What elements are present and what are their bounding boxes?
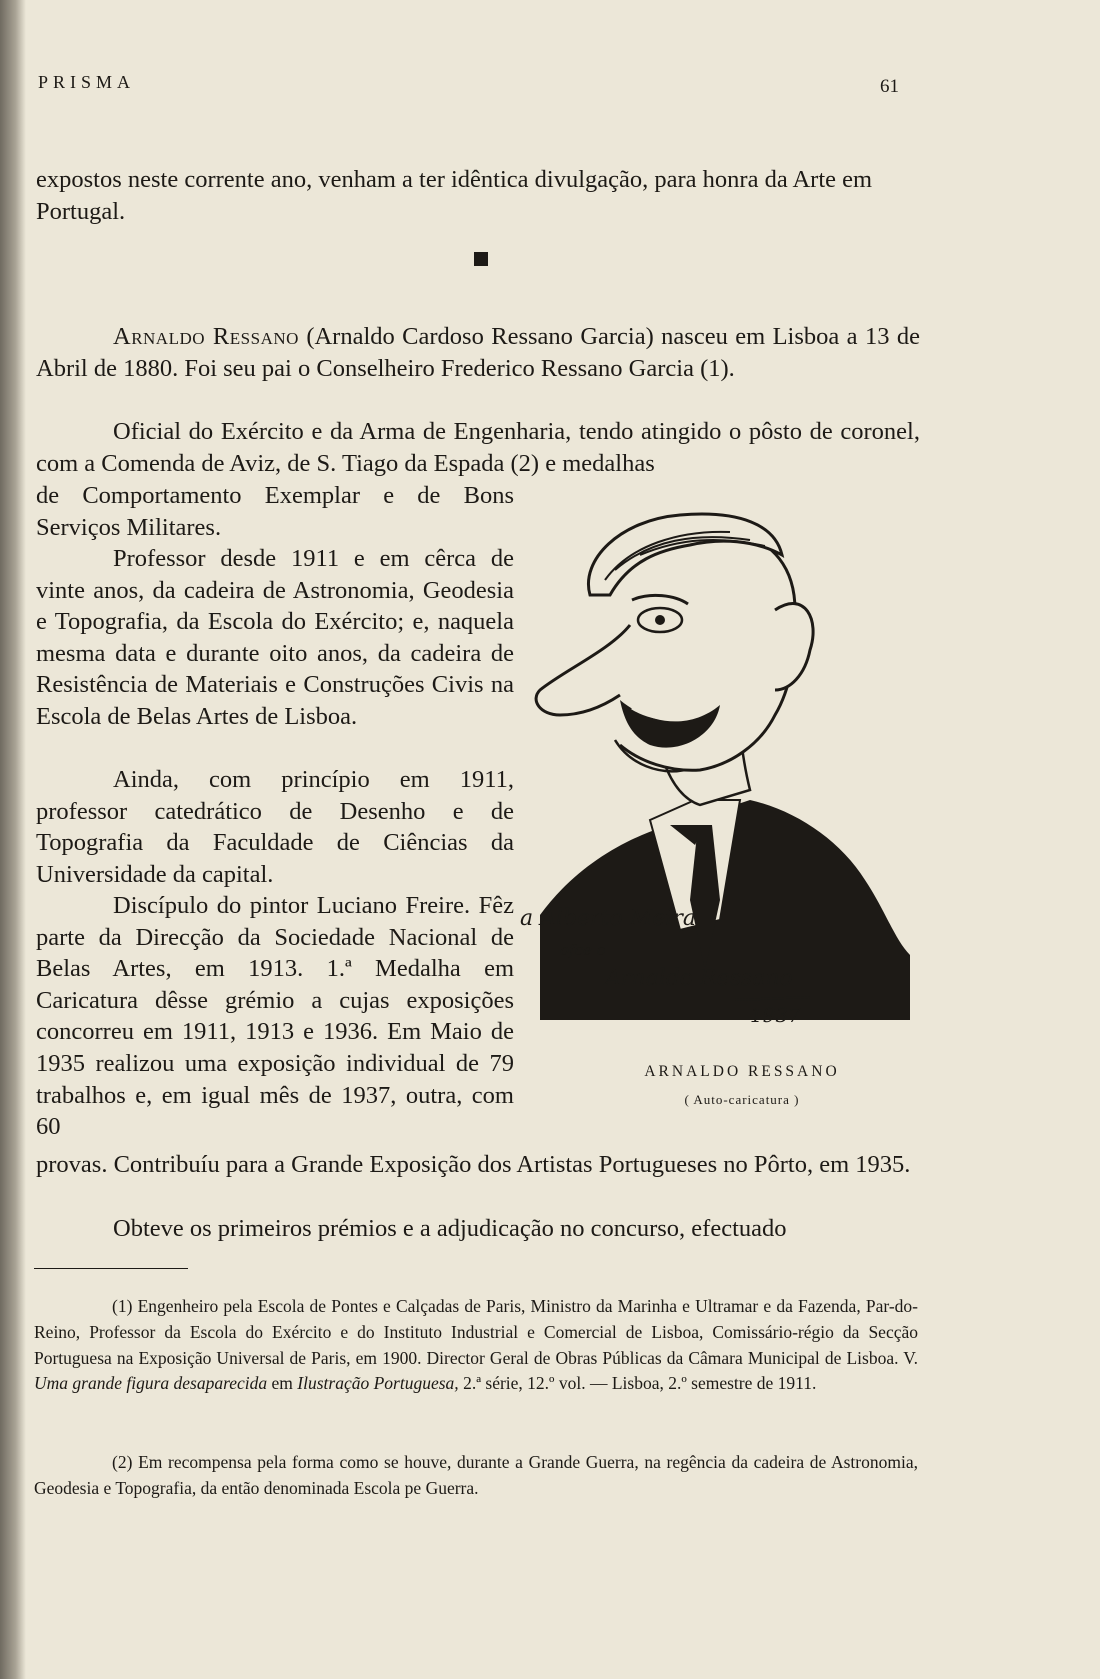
paragraph-professor: Professor desde 1911 e em cêrca de vinte anos, da cadeira de Astronomia, Geodesia e Topografia, da Escola do Exército; e, naquela mesma data e durante oito anos, da cadeira de Resistência de Materiais e Construções Civis na Escola de Belas Artes de Lisboa.: [36, 545, 514, 730]
running-title: PRISMA: [38, 72, 136, 92]
artist-signature: Arnaldo Ressano: [605, 966, 793, 991]
footnote-1-ref: 2.ª série, 12.º vol. — Lisboa, 2.º semestre de 1911.: [463, 1373, 817, 1394]
paragraph-birth: [36, 321, 920, 384]
birth-text: (Arnaldo Cardoso Ressano Garcia) nasceu em Lisboa a 13 de Abril de 1880. Foi seu pai o Conselheiro Frederico Ressano Garcia: [36, 323, 920, 382]
figure-caption-subtitle: ( Auto-caricatura ): [684, 1092, 800, 1107]
paragraph-career: Discípulo do pintor Luciano Freire. Fêz parte da Direcção da Sociedade Nacional de Belas Artes, em 1913. 1.ª Medalha em Caricatura dêsse grémio a cujas exposições concorreu em 1911, 1913 e 1936. Em Maio de 1935 realizou uma exposição individual de 79 trabalhos e, em igual mês de 1937, outra, com 60: [36, 892, 514, 1141]
footnote-1-em: em: [271, 1373, 293, 1394]
footnote-2-text: Em recompensa pela forma como se houve, durante a Grande Guerra, na regência da cadeira de Astronomia, Geodesia e Topografia, da então denominada Escola pe Guerra.: [34, 1452, 918, 1498]
footnote-1: [34, 1294, 918, 1397]
drawing-year: 1937: [750, 1003, 801, 1027]
dedication-line-2: ofce o: [560, 941, 606, 959]
auto-caricature-drawing: [520, 500, 910, 1070]
footnote-1-article: Uma grande figura desaparecida: [34, 1373, 268, 1394]
figure-caption-name: ARNALDO RESSANO: [644, 1063, 840, 1080]
military-text-cont: e medalhas: [539, 449, 655, 477]
footnote-1-text: Engenheiro pela Escola de Pontes e Calçadas de Paris, Ministro da Marinha e Ultramar e da Fazenda, Par-do-Reino, Professor da Escola do Exército e do Instituto Industrial e Comercial de Lisboa, Comissário-régio da Secção Portuguesa na Exposição Universal de Paris, em 1900. Director Geral de Obras Públicas da Câmara Municipal de Lisboa. V.: [34, 1296, 918, 1368]
paragraph-military: [36, 416, 920, 479]
footnote-2: [34, 1450, 918, 1502]
footnote-1-marker: (1): [112, 1296, 133, 1316]
footnote-ref-1: (1).: [700, 354, 735, 382]
footnote-ref-2: (2): [510, 449, 540, 477]
person-name: Arnaldo Ressano: [113, 323, 299, 350]
dedication-line-1: a Alberto Meira: [520, 906, 696, 931]
paragraph-continuation: expostos neste corrente ano, venham a ter idêntica divulgação, para honra da Arte em Portugal.: [36, 166, 873, 225]
paragraph-catedratico: Ainda, com princípio em 1911, professor catedrático de Desenho e de Topografia da Faculdade de Ciências da Universidade da capital.: [36, 766, 514, 888]
paragraph-career-end: provas. Contribuíu para a Grande Exposição dos Artistas Portugueses no Pôrto, em 1935.: [36, 1151, 911, 1178]
footnote-divider: [34, 1268, 188, 1269]
paragraph-military-end: de Comportamento Exemplar e de Bons Serviços Militares.: [36, 482, 514, 541]
military-text: Oficial do Exército e da Arma de Engenharia, tendo atingido o pôsto de coronel, com a Comenda de Aviz, de S. Tiago da Espada: [36, 418, 920, 477]
page-number: 61: [880, 76, 899, 97]
paragraph-prizes: Obteve os primeiros prémios e a adjudicação no concurso, efectuado: [113, 1215, 787, 1242]
black-square-icon: [474, 252, 488, 266]
footnote-1-journal: Ilustração Portuguesa,: [297, 1373, 459, 1394]
footnote-2-marker: (2): [112, 1452, 133, 1472]
